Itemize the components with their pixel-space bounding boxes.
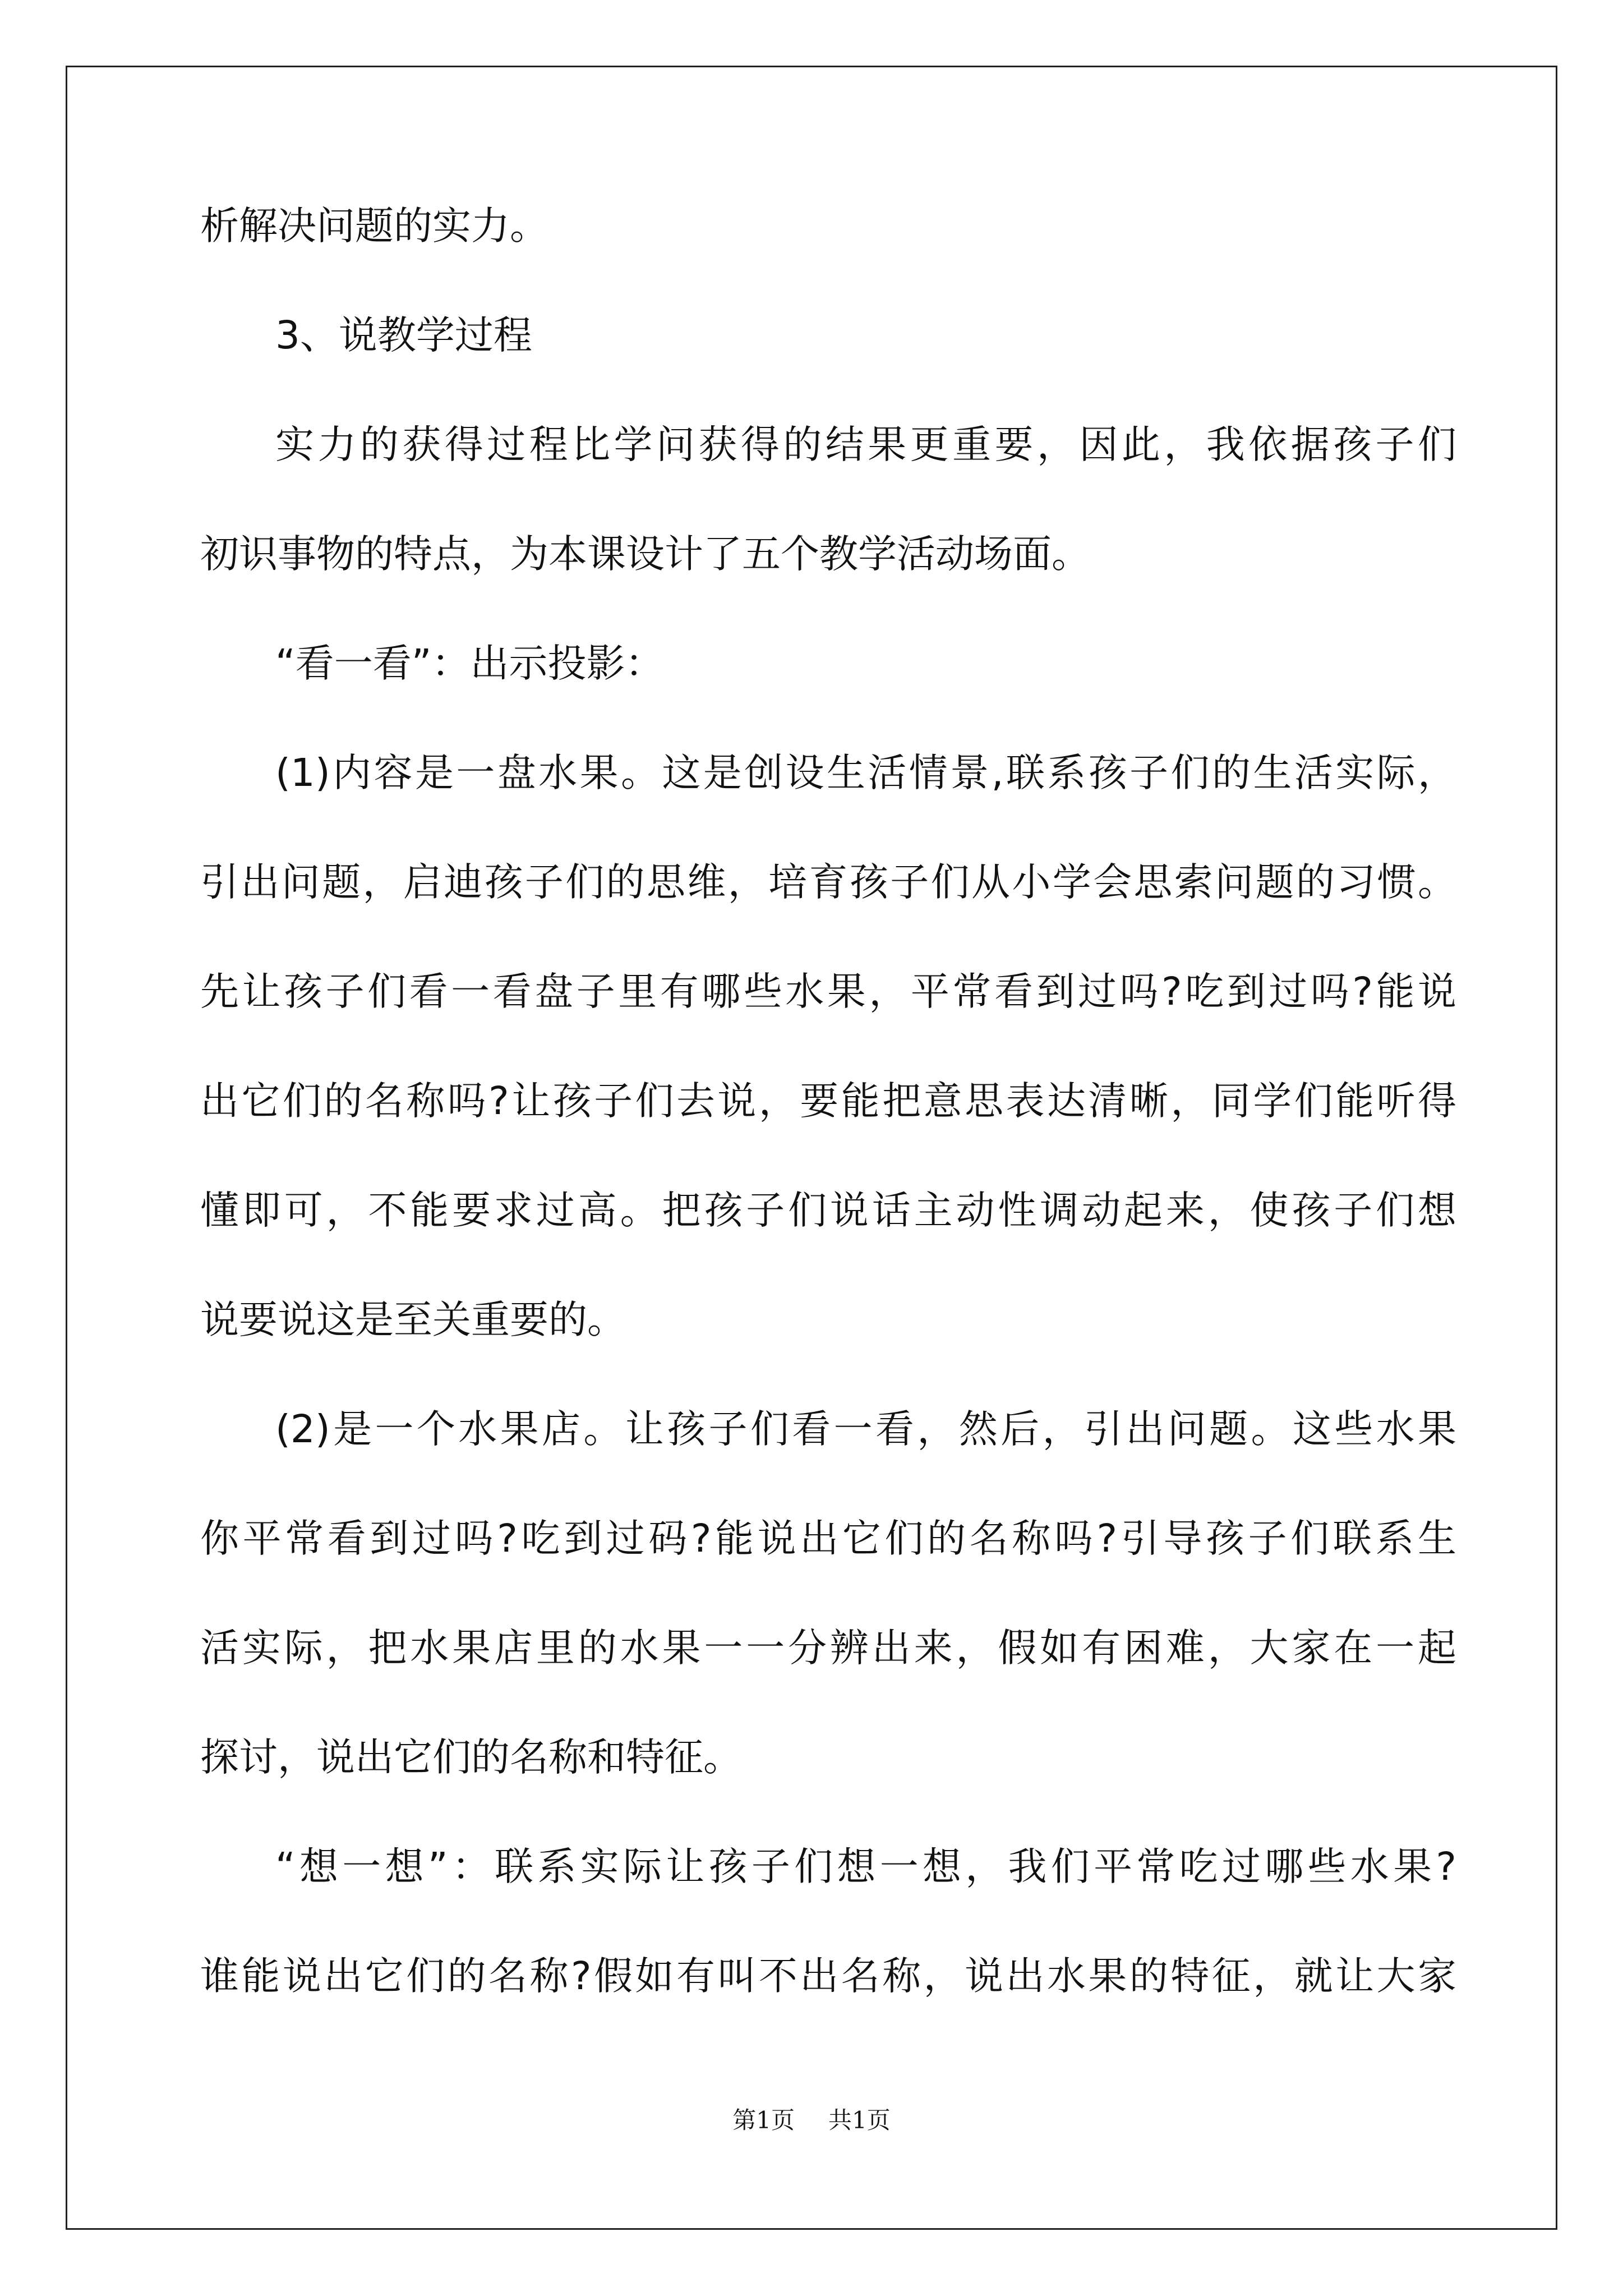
paragraph-line: 懂即可，不能要求过高。把孩子们说话主动性调动起来，使孩子们想 bbox=[200, 1188, 1456, 1233]
paragraph-line: (2)是一个水果店。让孩子们看一看，然后，引出问题。这些水果 bbox=[275, 1407, 1456, 1452]
paragraph-line: “看一看”：出示投影： bbox=[275, 641, 664, 686]
paragraph-line: (1)内容是一盘水果。这是创设生活情景,联系孩子们的生活实际， bbox=[275, 751, 1456, 795]
paragraph-line: 说要说这是至关重要的。 bbox=[200, 1297, 626, 1342]
page-total: 共1页 bbox=[828, 2106, 891, 2134]
page-footer bbox=[0, 2104, 1623, 2137]
paragraph-line: 析解决问题的实力。 bbox=[200, 204, 548, 249]
paragraph-line: 探讨，说出它们的名称和特征。 bbox=[200, 1735, 742, 1780]
paragraph-line: 你平常看到过吗?吃到过码?能说出它们的名称吗?引导孩子们联系生 bbox=[200, 1516, 1456, 1561]
document-body bbox=[200, 198, 1456, 2004]
paragraph-line: “想一想”：联系实际让孩子们想一想，我们平常吃过哪些水果? bbox=[275, 1844, 1456, 1889]
section-heading: 3、说教学过程 bbox=[275, 313, 532, 358]
paragraph-line: 引出问题，启迪孩子们的思维，培育孩子们从小学会思索问题的习惯。 bbox=[200, 860, 1456, 905]
paragraph-line: 先让孩子们看一看盘子里有哪些水果，平常看到过吗?吃到过吗?能说 bbox=[200, 969, 1456, 1014]
paragraph-line: 谁能说出它们的名称?假如有叫不出名称，说出水果的特征，就让大家 bbox=[200, 1954, 1456, 1999]
page-number: 第1页 bbox=[732, 2106, 795, 2134]
paragraph-line: 初识事物的特点，为本课设计了五个教学活动场面。 bbox=[200, 532, 1090, 577]
paragraph-line: 活实际，把水果店里的水果一一分辨出来，假如有困难，大家在一起 bbox=[200, 1626, 1456, 1671]
paragraph-line: 出它们的名称吗?让孩子们去说，要能把意思表达清晰，同学们能听得 bbox=[200, 1079, 1456, 1124]
paragraph-line: 实力的获得过程比学问获得的结果更重要，因此，我依据孩子们 bbox=[275, 422, 1456, 467]
